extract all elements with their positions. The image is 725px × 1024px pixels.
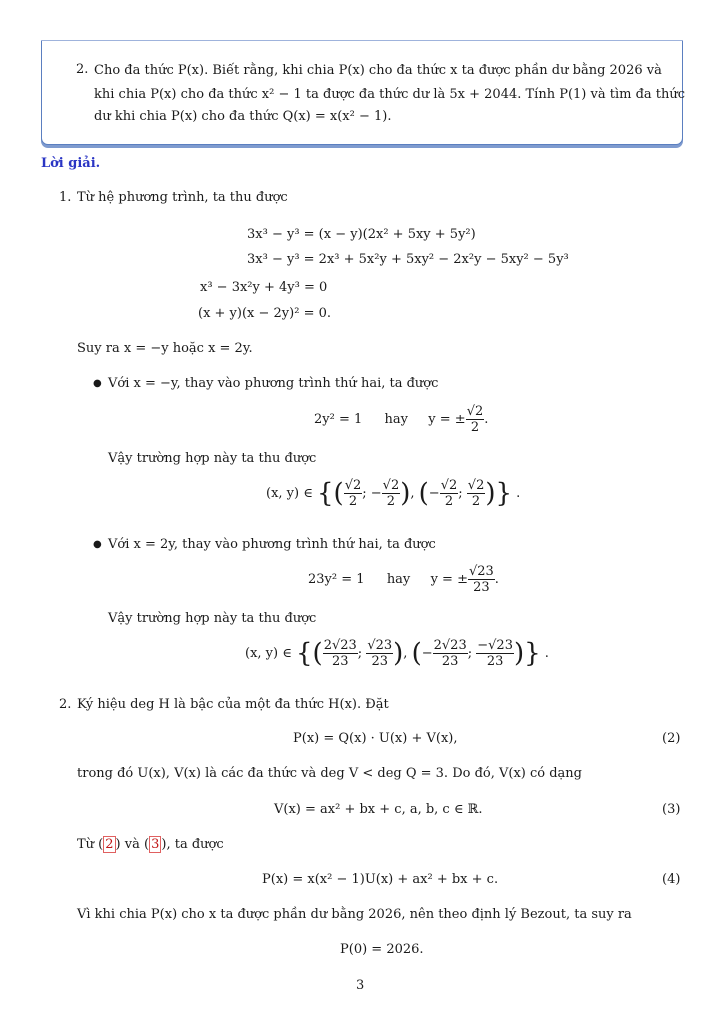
- bullet-icon: ●: [93, 539, 102, 550]
- part1-intro: Từ hệ phương trình, ta thu được: [77, 190, 288, 205]
- equation-4: P(x) = x(x² − 1)U(x) + ax² + bx + c.: [262, 872, 499, 887]
- equation-4-number: (4): [662, 872, 681, 887]
- equation-3: V(x) = ax² + bx + c, a, b, c ∈ ℝ.: [274, 802, 483, 817]
- case2-equation: 23y² = 1 hay y = ± $\frac{√23}{23}$ .: [308, 564, 499, 595]
- case2-hay: hay: [386, 572, 411, 587]
- problem-number: 2.: [76, 62, 89, 77]
- case1-fraction: [466, 404, 485, 435]
- case1-numerator: √2: [466, 404, 484, 419]
- case2-set-label: (x, y) ∈: [245, 646, 292, 661]
- problem-line-3: dư khi chia P(x) cho đa thức Q(x) = x(x² − 1).: [94, 109, 392, 124]
- case1-eq-left: 2y² = 1: [314, 412, 363, 427]
- ref-equation-3[interactable]: 3: [151, 837, 160, 852]
- case2-eq-left: 23y² = 1: [308, 572, 365, 587]
- case1-solution-set: (x, y) ∈ {( $\frac{√2}{2}$ ; − $\frac{√2}{2}$ ), (− $\frac{√2}{2}$ ; $\frac{√2}{2}$ )} .: [266, 478, 521, 509]
- case1-set-label: (x, y) ∈: [266, 486, 313, 501]
- case1-equation: 2y² = 1 hay y = ± $\frac{√2}{2}$ .: [314, 404, 489, 435]
- case1-text: Với x = −y, thay vào phương trình thứ hai, ta được: [108, 376, 439, 391]
- ref-equation-2[interactable]: 2: [105, 837, 114, 852]
- problem-line-1: Cho đa thức P(x). Biết rằng, khi chia P(x) cho đa thức x ta được phần dư bằng 2026 và: [94, 63, 662, 78]
- system-eq-2: 3x³ − y³ = 2x³ + 5x²y + 5xy² − 2x²y − 5xy² − 5y³: [247, 252, 569, 267]
- equation-5: P(0) = 2026.: [340, 942, 424, 957]
- case2-numerator: √23: [468, 564, 494, 579]
- part1-conclusion: Suy ra x = −y hoặc x = 2y.: [77, 341, 253, 356]
- part2-text-4: Vì khi chia P(x) cho x ta được phần dư bằng 2026, nên theo định lý Bezout, ta suy ra: [77, 907, 632, 922]
- solution-label: Lời giải.: [41, 156, 101, 171]
- equation-2: P(x) = Q(x) · U(x) + V(x),: [293, 731, 458, 746]
- system-eq-1: 3x³ − y³ = (x − y)(2x² + 5xy + 5y²): [247, 227, 476, 242]
- case2-eq-right: y = ±: [430, 572, 468, 587]
- part2-intro: Ký hiệu deg H là bậc của một đa thức H(x). Đặt: [77, 697, 389, 712]
- part2-text-3: Từ ( 2 ) và ( 3 ), ta được: [77, 837, 224, 852]
- case2-result-text: Vậy trường hợp này ta thu được: [108, 611, 317, 626]
- case1-result-text: Vậy trường hợp này ta thu được: [108, 451, 317, 466]
- part2-number: 2.: [59, 697, 72, 712]
- case2-solution-set: (x, y) ∈ {( $\frac{2√23}{23}$ ; $\frac{√23}{23}$ ), (− $\frac{2√23}{23}$ ; $\frac{-√23}{23}$ )} .: [245, 638, 549, 669]
- system-eq-4: (x + y)(x − 2y)² = 0.: [198, 306, 331, 321]
- equation-2-number: (2): [662, 731, 681, 746]
- case2-denominator: 23: [473, 580, 490, 595]
- problem-line-2: khi chia P(x) cho đa thức x² − 1 ta được đa thức dư là 5x + 2044. Tính P(1) và tìm đa thức: [94, 87, 686, 102]
- part1-number: 1.: [59, 190, 72, 205]
- equation-3-number: (3): [662, 802, 681, 817]
- system-eq-3: x³ − 3x²y + 4y³ = 0: [200, 280, 328, 295]
- part2-text-2: trong đó U(x), V(x) là các đa thức và deg V < deg Q = 3. Do đó, V(x) có dạng: [77, 766, 582, 781]
- case2-text: Với x = 2y, thay vào phương trình thứ hai, ta được: [108, 537, 436, 552]
- case2-fraction: [468, 564, 495, 595]
- bullet-icon: ●: [93, 378, 102, 389]
- case1-hay: hay: [384, 412, 409, 427]
- case1-denominator: 2: [470, 420, 480, 435]
- page-number: 3: [356, 978, 365, 993]
- case1-eq-right: y = ±: [428, 412, 466, 427]
